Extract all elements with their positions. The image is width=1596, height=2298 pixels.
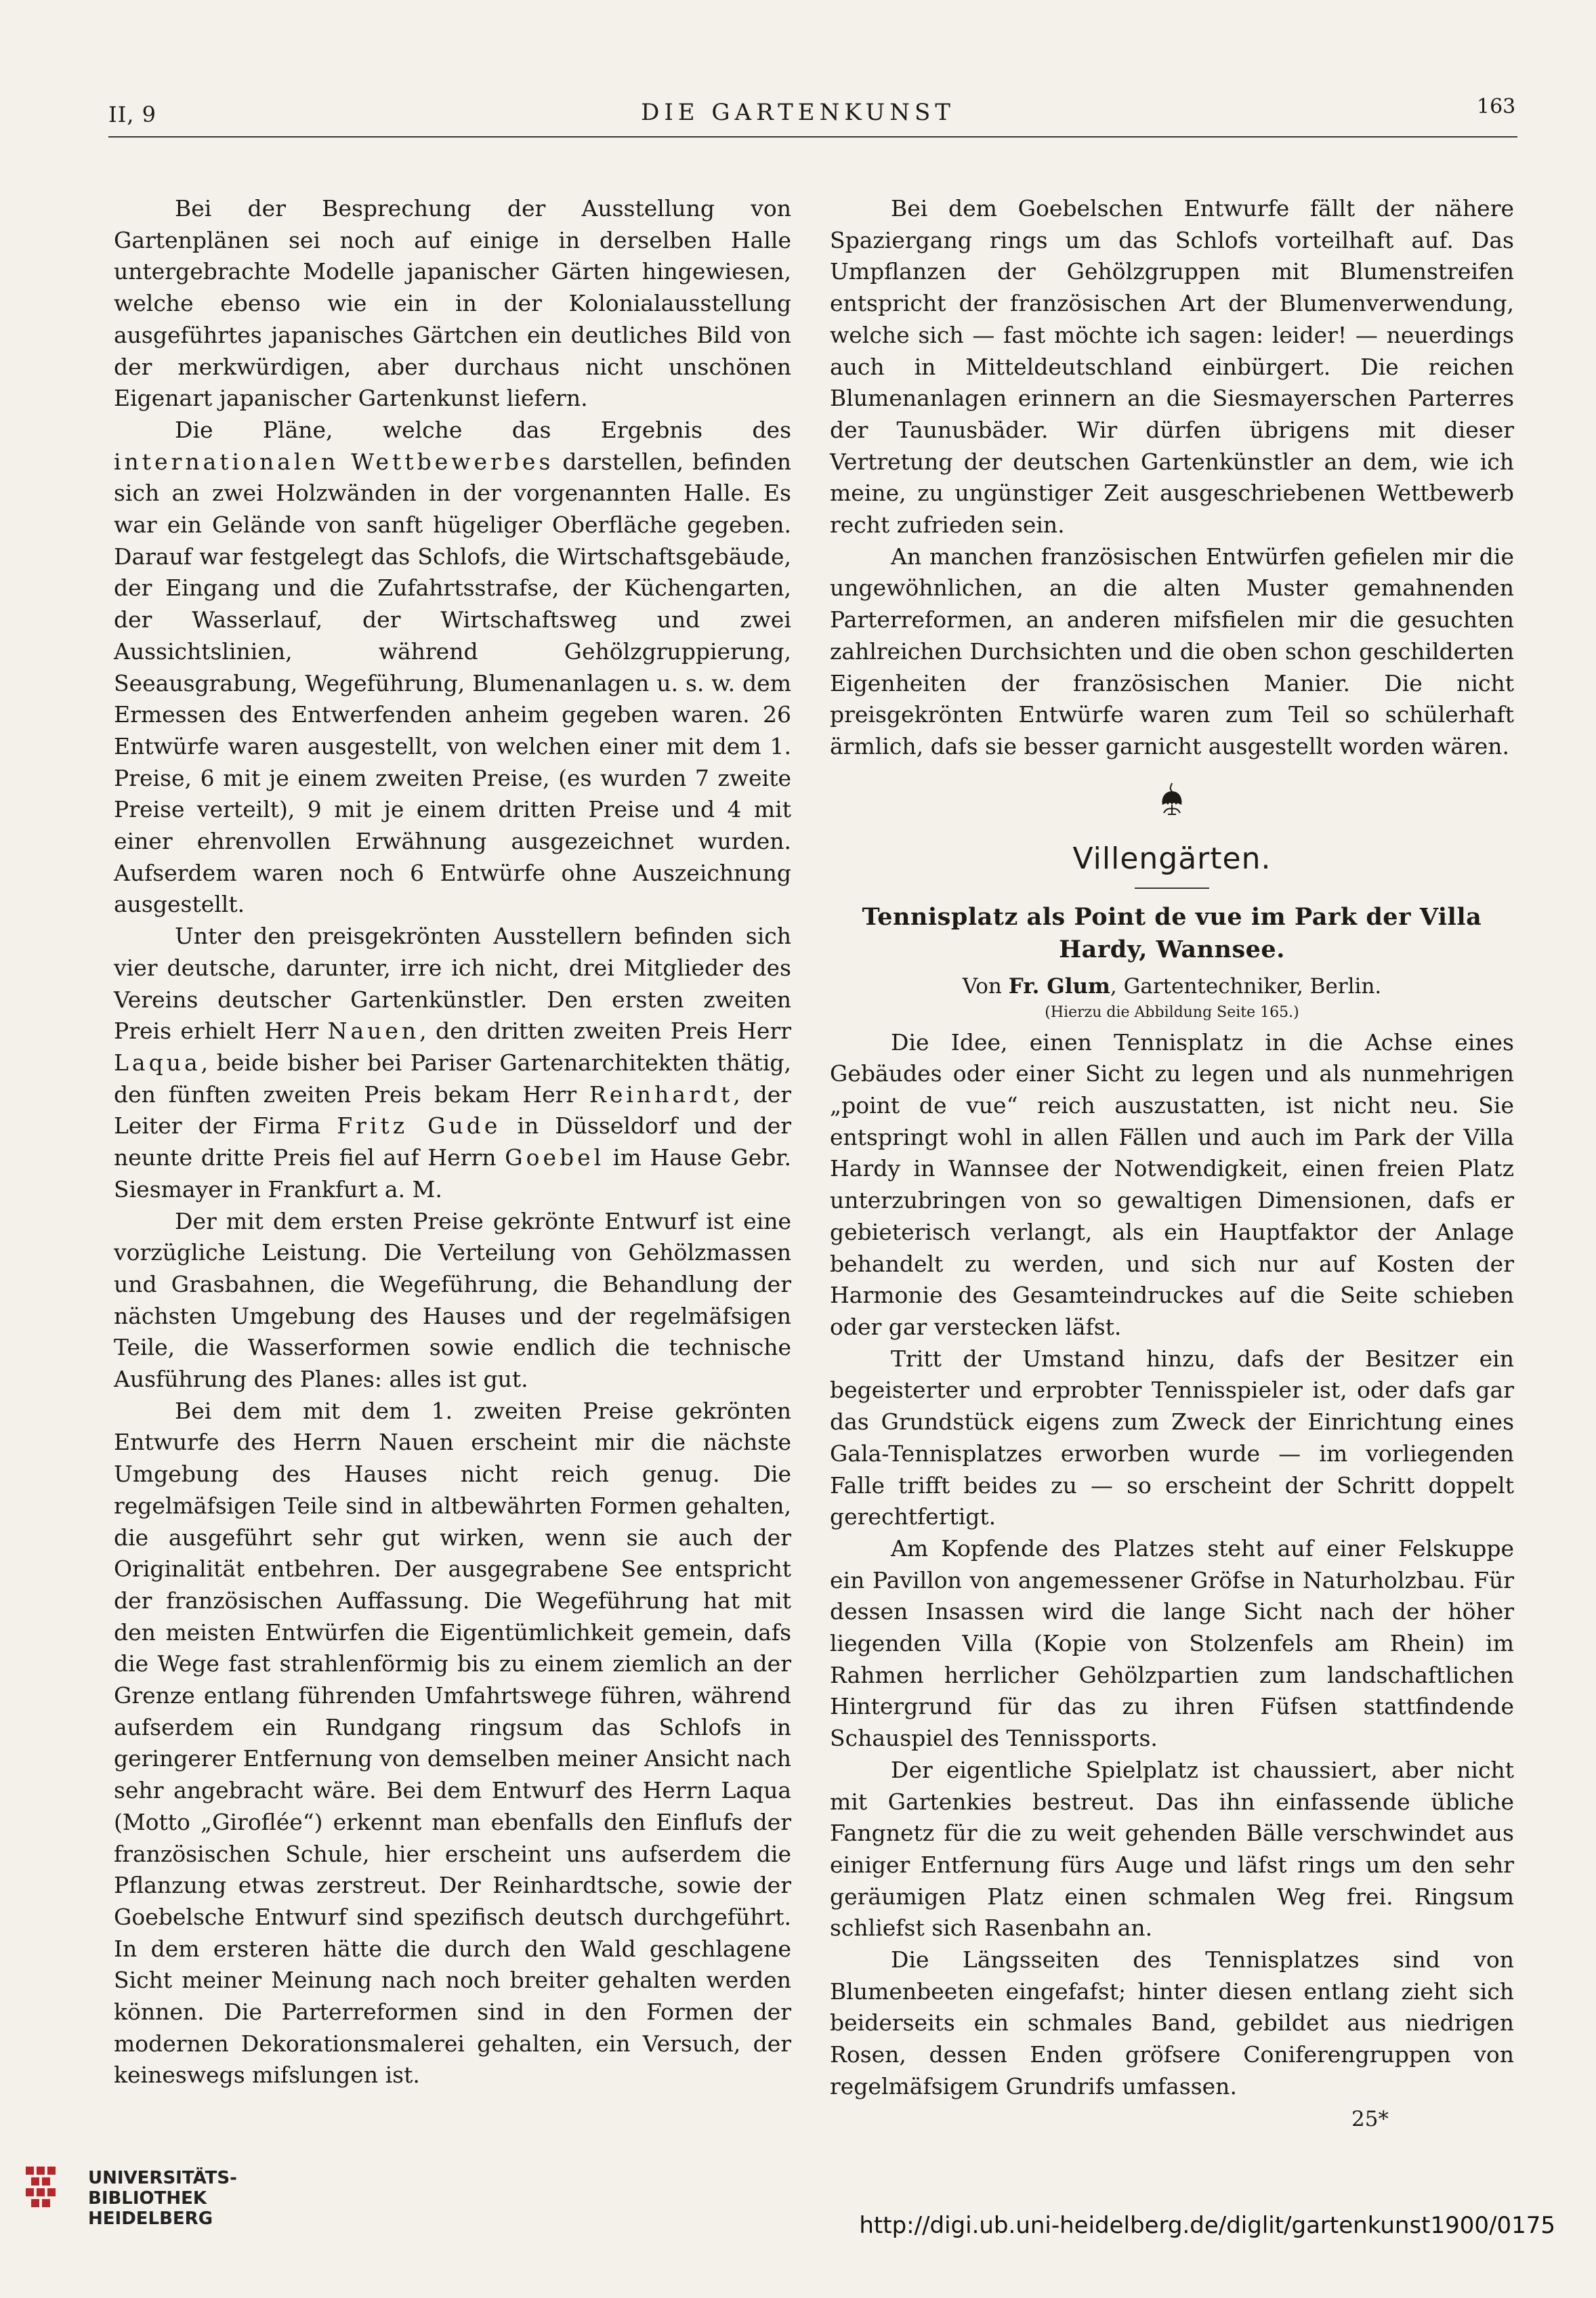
text-run: Unter den preisgekrönten Ausstellern befinden sich vier deutsche, darunter, irre ich nicht, drei Mitglieder des Vereins deutscher Gartenkünstler. Den ersten zweiten Preis erhielt Herr <box>114 923 791 1045</box>
paragraph <box>114 921 791 1205</box>
name-nauen: Nauen <box>327 1018 420 1045</box>
left-column <box>114 193 791 2091</box>
text-run: Die Pläne, welche das Ergebnis des <box>175 416 791 443</box>
text-run: , beide bisher bei Pariser Gartenarchitekten thätig, den fünften zweiten Preis bekam Herr <box>114 1049 791 1108</box>
paragraph: An manchen französischen Entwürfen gefielen mir die ungewöhnlichen, an die alten Muster gemahnenden Parterreformen, an anderen mifsfielen mir die gesuchten zahlreichen Durchsichten und die oben schon geschilderten Eigenheiten der französischen Manier. Die nicht preisgekrönten Entwürfe waren zum Teil so schülerhaft ärmlich, dafs sie besser garnicht ausgestellt worden wären. <box>830 543 1514 759</box>
illustration-note: (Hierzu die Abbildung Seite 165.) <box>1045 1003 1299 1021</box>
paragraph: Bei der Besprechung der Ausstellung von Gartenplänen sei noch auf einige in derselben Halle untergebrachte Modelle japanischer Gärten hingewiesen, welche ebenso wie ein in der Kolonialausstellung ausgeführtes japanisches Gärtchen ein deutliches Bild von der merkwürdigen, aber durchaus nicht unschönen Eigenart japanischer Gartenkunst liefern. <box>114 195 791 412</box>
paragraph: Die Längsseiten des Tennisplatzes sind von Blumenbeeten eingefafst; hinter diesen entlang zieht sich beiderseits ein schmales Band, gebildet aus niedrigen Rosen, dessen Enden gröfsere Coniferengruppen von regelmäfsigem Grundrifs umfassen. <box>830 1946 1514 2099</box>
name-laqua: Laqua <box>114 1049 201 1076</box>
journal-title: DIE GARTENKUNST <box>641 99 955 126</box>
library-line: BIBLIOTHEK <box>88 2188 207 2209</box>
library-line: UNIVERSITÄTS- <box>88 2168 237 2188</box>
section-title: Villengärten. <box>1072 841 1272 876</box>
flower-bell-ornament-icon <box>830 782 1514 822</box>
name-gude: Fritz Gude <box>337 1112 501 1140</box>
volume-number: II, 9 <box>108 102 156 127</box>
paragraph: Tritt der Umstand hinzu, dafs der Besitzer ein begeisterter und erprobter Tennisspieler ist, oder dafs gar das Grundstück eigens zum Zweck der Einrichtung eines Gala-Tennisplatzes erworben wurde — im vorliegenden Falle trifft beides zu — so erscheint der Schritt doppelt gerechtfertigt. <box>830 1345 1514 1530</box>
byline-von: Von <box>962 974 1009 999</box>
library-name <box>88 2168 237 2229</box>
author-role: , Gartentechniker, Berlin. <box>1110 974 1382 999</box>
name-goebel: Goebel <box>505 1144 605 1171</box>
signature-mark: 25* <box>1351 2106 1389 2131</box>
text-run: in Düsseldorf und der neunte dritte Preis fiel auf Herrn <box>114 1112 792 1171</box>
paragraph: Bei dem Goebelschen Entwurfe fällt der nähere Spaziergang rings um das Schlofs vorteilhaft auf. Das Umpflanzen der Gehölzgruppen mit Blumenstreifen entspricht der französischen Art der Blumenverwendung, welche sich — fast möchte ich sagen: leider! — neuerdings auch in Mitteldeutschland einbürgert. Die reichen Blumenanlagen erinnern an die Siesmayerschen Parterres der Taunusbäder. Wir dürfen übrigens mit dieser Vertretung der deutschen Gartenkünstler an dem, wie ich meine, zu ungünstiger Zeit ausgeschriebenen Wettbewerb recht zufrieden sein. <box>830 195 1514 539</box>
author-name: Fr. Glum <box>1008 974 1110 999</box>
paragraph <box>114 415 791 921</box>
text-run: darstellen, befinden sich an zwei Holzwänden in der vorgenannten Halle. Es war ein Gelände von sanft hügeliger Oberfläche gegeben. Darauf war festgelegt das Schlofs, die Wirtschaftsgebäude, der Eingang und die Zufahrtsstrafse, der Küchengarten, der Wasserlauf, der Wirtschaftsweg und zwei Aussichtslinien, während Gehölzgruppierung, Seeausgrabung, Wegeführung, Blumenanlagen u. s. w. dem Ermessen des Entwerfenden anheim gegeben waren. 26 Entwürfe waren ausgestellt, von welchen einer mit dem 1. Preise, 6 mit je einem zweiten Preise, (es wurden 7 zweite Preise verteilt), 9 mit je einem dritten Preise und 4 mit einer ehrenvollen Erwähnung ausgezeichnet wurden. Aufserdem waren noch 6 Entwürfe ohne Auszeichnung ausgestellt. <box>114 448 791 918</box>
name-reinhardt: Reinhardt <box>589 1081 734 1108</box>
header-rule <box>108 136 1517 138</box>
paragraph: Am Kopfende des Platzes steht auf einer Felskuppe ein Pavillon von angemessener Gröfse in Naturholzbau. Für dessen Insassen wird die lange Sicht nach der höher liegenden Villa (Kopie von Stolzenfels am Rhein) im Rahmen herrlicher Gehölzpartien zum landschaftlichen Hintergrund für das zu ihren Füfsen stattfindende Schauspiel des Tennissports. <box>830 1534 1514 1752</box>
right-column <box>830 193 1514 2131</box>
library-line: HEIDELBERG <box>88 2209 213 2229</box>
text-run: , der Leiter der Firma <box>114 1081 791 1140</box>
byline <box>830 972 1514 1001</box>
spaced-emphasis: internationalen Wettbewerbes <box>114 448 554 475</box>
text-run: im Hause Gebr. Siesmayer in Frankfurt a. M. <box>114 1144 791 1203</box>
page-number: 163 <box>1477 95 1516 119</box>
paragraph: Der eigentliche Spielplatz ist chaussiert, aber nicht mit Gartenkies bestreut. Das ihn einfassende übliche Fangnetz für die zu weit gehenden Bälle verschwindet aus einiger Entfernung fürs Auge und läfst rings um den sehr geräumigen Platz einen schmalen Weg frei. Ringsum schliefst sich Rasenbahn an. <box>830 1756 1514 1942</box>
paragraph: Die Idee, einen Tennisplatz in die Achse eines Gebäudes oder einer Sicht zu legen und als nunmehrigen „point de vue“ reich auszustatten, ist nicht neu. Sie entspringt wohl in allen Fällen und auch im Park der Villa Hardy in Wannsee der Notwendigkeit, einen freien Platz unterzubringen von so gewaltigen Dimensionen, dafs er gebieterisch verlangt, als ein Hauptfaktor der Anlage behandelt zu werden, und sich nur auf Kosten der Harmonie des Gesamteindruckes auf die Seite schieben oder gar verstecken läfst. <box>830 1028 1514 1340</box>
source-url-link[interactable]: http://digi.ub.uni-heidelberg.de/diglit/gartenkunst1900/0175 <box>859 2212 1555 2239</box>
section-rule <box>1135 887 1209 889</box>
paragraph: Der mit dem ersten Preise gekrönte Entwurf ist eine vorzügliche Leistung. Die Verteilung von Gehölzmassen und Grasbahnen, die Wegeführung, die Behandlung der nächsten Umgebung des Hauses und der regelmäfsigen Teile, die Wasserformen sowie endlich die technische Ausführung des Planes: alles ist gut. <box>114 1207 791 1393</box>
text-run: , den dritten zweiten Preis Herr <box>419 1018 791 1045</box>
article-title: Tennisplatz als Point de vue im Park der Villa Hardy, Wannsee. <box>862 902 1482 963</box>
paragraph: Bei dem mit dem 1. zweiten Preise gekrönten Entwurfe des Herrn Nauen erscheint mir die nächste Umgebung des Hauses nicht reich genug. Die regelmäfsigen Teile sind in altbewährten Formen gehalten, die ausgeführt sehr gut wirken, wenn sie auch der Originalität entbehren. Der ausgegrabene See entspricht der französischen Auffassung. Die Wegeführung hat mit den meisten Entwürfen die Eigentümlichkeit gemein, dafs die Wege fast strahlenförmig bis zu einem ziemlich an der Grenze entlang führenden Umfahrtswege führen, während aufserdem ein Rundgang ringsum das Schlofs in geringerer Entfernung von demselben meiner Ansicht nach sehr angebracht wäre. Bei dem Entwurf des Herrn Laqua (Motto „Giroflée“) erkennt man ebenfalls den Einflufs der französischen Schule, hier erscheint uns aufserdem die Pflanzung etwas zerstreut. Der Reinhardtsche, sowie der Goebelsche Entwurf sind spezifisch deutsch durchgeführt. In dem ersteren hätte die durch den Wald geschlagene Sicht meiner Meinung nach noch breiter gehalten werden können. Die Parterreformen sind in den Formen der modernen Dekorationsmalerei gehalten, ein Versuch, der keineswegs mifslungen ist. <box>114 1397 791 2089</box>
